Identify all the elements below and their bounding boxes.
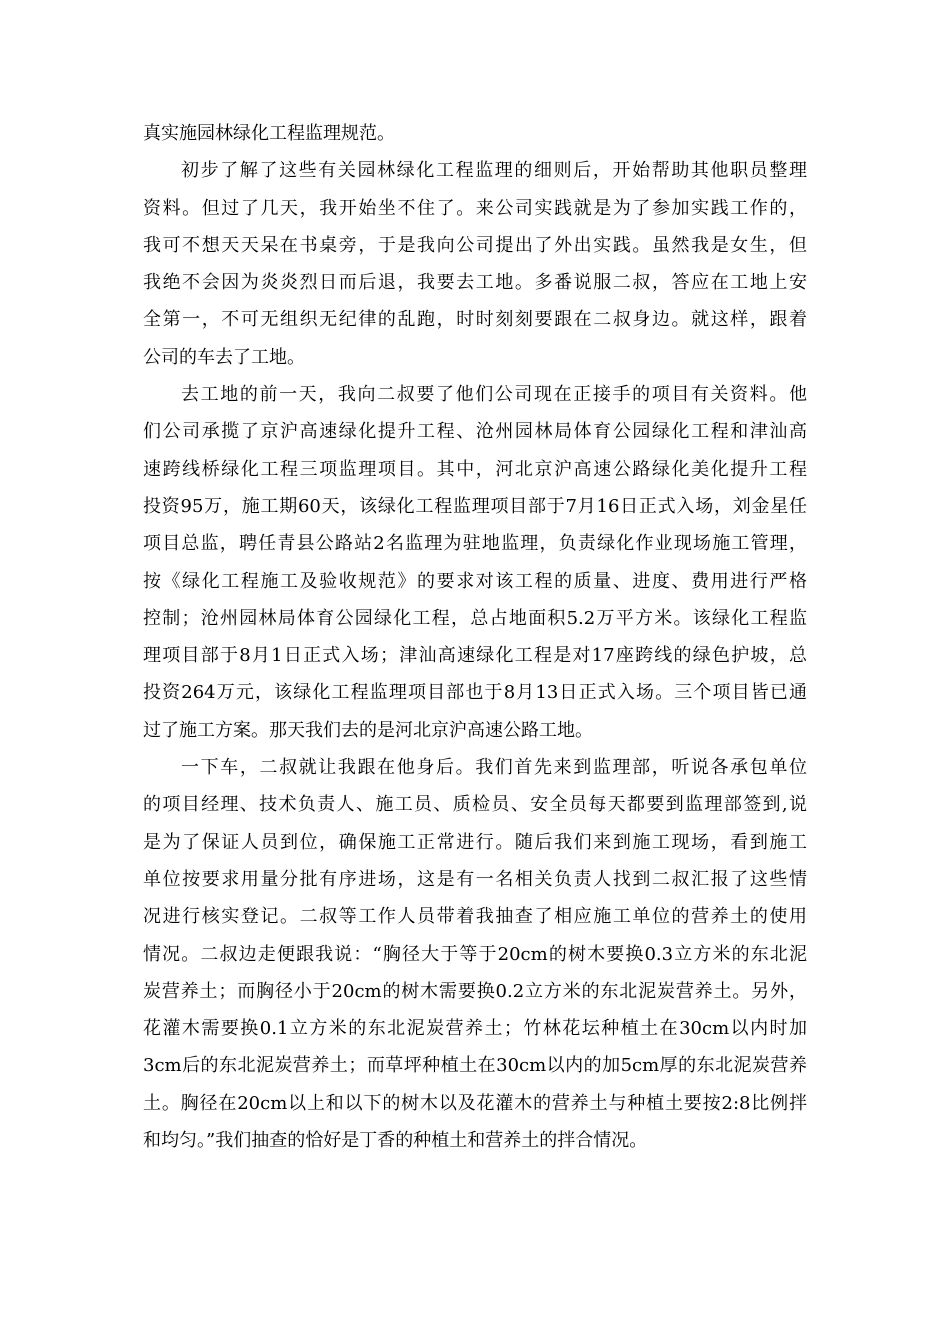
text-line: 是为了保证人员到位，确保施工正常进行。随后我们来到施工现场，看到施工 — [143, 831, 807, 853]
text-line: 项目总监，聘任青县公路站2名监理为驻地监理，负责绿化作业现场施工管理， — [143, 533, 807, 555]
text-line: 真实施园林绿化工程监理规范。 — [143, 123, 395, 144]
text-line: 投资264万元，该绿化工程监理项目部也于8月13日正式入场。三个项目皆已通 — [143, 682, 807, 704]
text-line: 们公司承揽了京沪高速绿化提升工程、沧州园林局体育公园绿化工程和津汕高 — [143, 421, 807, 443]
text-line: 去工地的前一天，我向二叔要了他们公司现在正接手的项目有关资料。他 — [181, 384, 807, 406]
text-line: 我可不想天天呆在书桌旁，于是我向公司提出了外出实践。虽然我是女生，但 — [143, 234, 807, 256]
paragraph — [143, 115, 807, 152]
text-line: 过了施工方案。那天我们去的是河北京沪高速公路工地。 — [143, 719, 593, 741]
text-line: 炭营养土；而胸径小于20cm的树木需要换0.2立方米的东北泥炭营养土。另外， — [143, 980, 807, 1002]
text-line: 3cm后的东北泥炭营养土；而草坪种植土在30cm以内的加5cm厚的东北泥炭营养 — [143, 1055, 807, 1077]
text-line: 公司的车去了工地。 — [143, 346, 305, 368]
text-line: 单位按要求用量分批有序进场，这是有一名相关负责人找到二叔汇报了这些情 — [143, 868, 807, 890]
paragraph — [143, 152, 807, 376]
paragraph — [143, 376, 807, 749]
text-line: 控制；沧州园林局体育公园绿化工程，总占地面积5.2万平方米。该绿化工程监 — [143, 607, 807, 629]
text-line: 情况。二叔边走便跟我说：“胸径大于等于20cm的树木要换0.3立方米的东北泥 — [143, 943, 807, 965]
text-line: 理项目部于8月1日正式入场；津汕高速绿化工程是对17座跨线的绿色护坡，总 — [143, 645, 807, 667]
text-line: 初步了解了这些有关园林绿化工程监理的细则后，开始帮助其他职员整理 — [181, 160, 807, 182]
text-line: 一下车，二叔就让我跟在他身后。我们首先来到监理部，听说各承包单位 — [181, 757, 807, 779]
text-line: 土。胸径在20cm以上和以下的树木以及花灌木的营养土与种植土要按2:8比例拌 — [143, 1092, 807, 1114]
text-line: 资料。但过了几天，我开始坐不住了。来公司实践就是为了参加实践工作的， — [143, 197, 807, 219]
text-line: 花灌木需要换0.1立方米的东北泥炭营养土；竹林花坛种植土在30cm以内时加 — [143, 1018, 807, 1040]
text-line: 我绝不会因为炎炎烈日而后退，我要去工地。多番说服二叔，答应在工地上安 — [143, 272, 807, 294]
text-line: 的项目经理、技术负责人、施工员、质检员、安全员每天都要到监理部签到,说 — [143, 794, 807, 816]
text-line: 投资95万，施工期60天，该绿化工程监理项目部于7月16日正式入场，刘金星任 — [143, 495, 807, 517]
document-body — [143, 115, 807, 1159]
paragraph — [143, 749, 807, 1159]
text-line: 况进行核实登记。二叔等工作人员带着我抽查了相应施工单位的营养土的使用 — [143, 906, 807, 928]
text-line: 按《绿化工程施工及验收规范》的要求对该工程的质量、进度、费用进行严格 — [143, 570, 807, 592]
text-line: 速跨线桥绿化工程三项监理项目。其中，河北京沪高速公路绿化美化提升工程 — [143, 458, 807, 480]
text-line: 和均匀。”我们抽查的恰好是丁香的种植土和营养土的拌合情况。 — [143, 1130, 648, 1152]
text-line: 全第一，不可无组织无纪律的乱跑，时时刻刻要跟在二叔身边。就这样，跟着 — [143, 309, 807, 331]
